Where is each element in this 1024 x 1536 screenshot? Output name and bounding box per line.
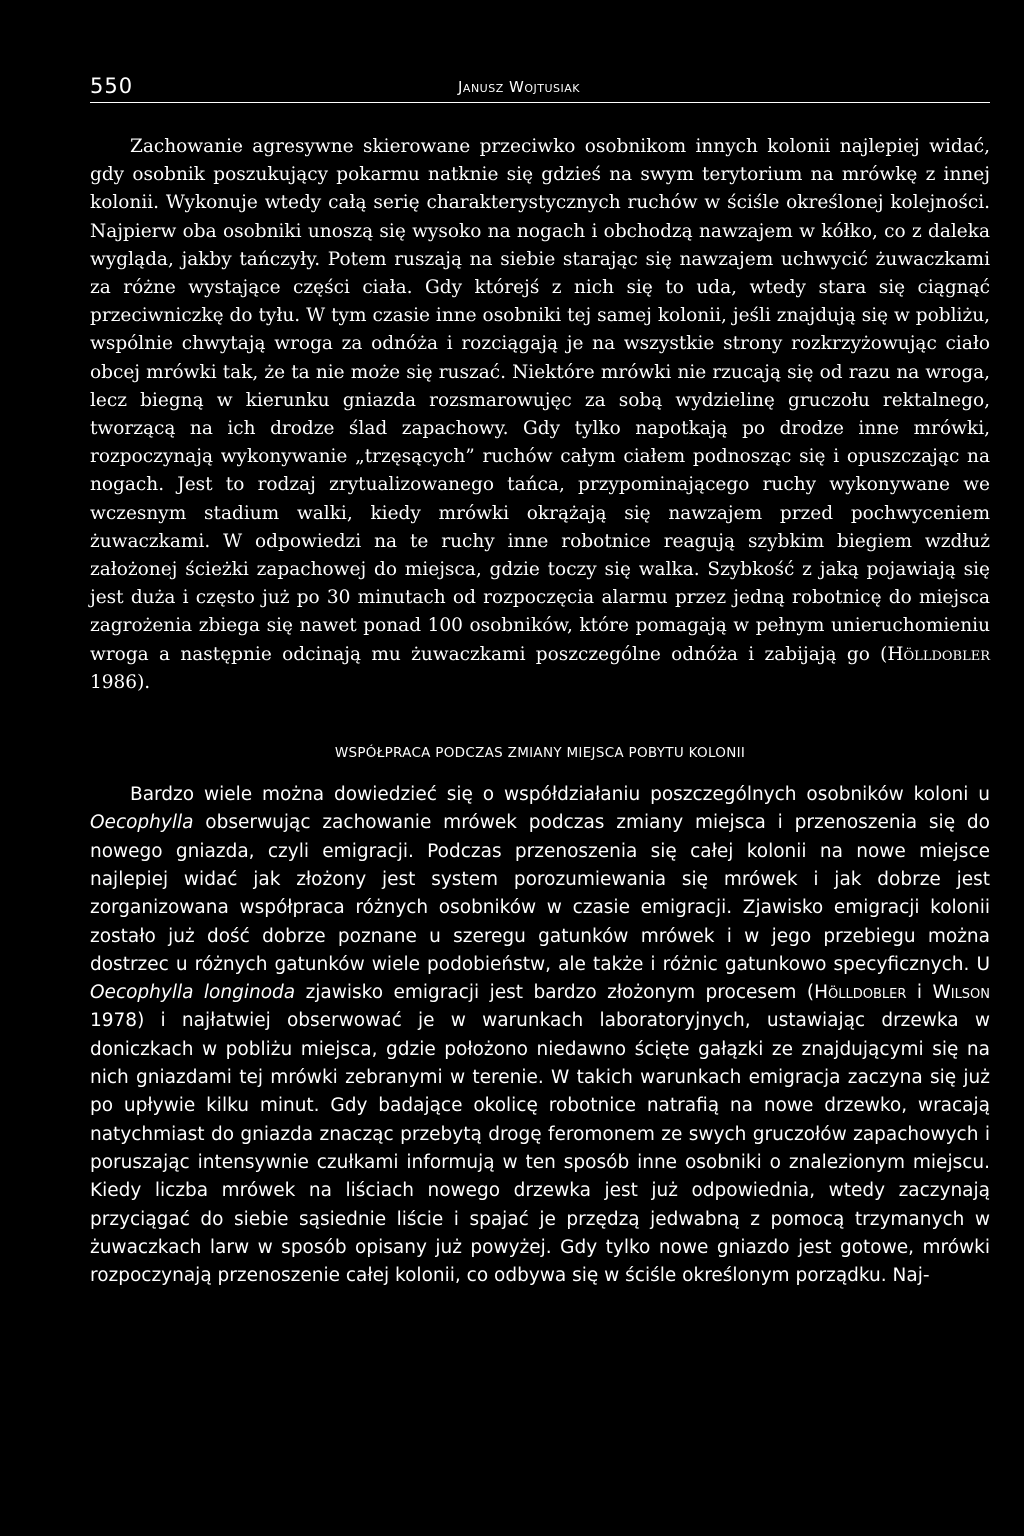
paragraph-aggressive-behaviour [90, 133, 990, 697]
paragraph-2-part-4: i [906, 982, 933, 1004]
page-header [90, 70, 990, 103]
genus-name: Oecophylla [90, 812, 194, 834]
citation-author: Hölldobler [887, 643, 990, 665]
paragraph-2-part-3: zjawisko emigracji jest bardzo złożonym procesem ( [295, 982, 815, 1004]
species-name: Oecophylla longinoda [90, 982, 296, 1004]
running-head-author: Janusz Wojtusiak [458, 78, 580, 96]
citation-author-2: Wilson [932, 982, 991, 1004]
section-heading: WSPÓŁPRACA PODCZAS ZMIANY MIEJSCA POBYTU KOLONII [334, 745, 746, 762]
page-number: 550 [90, 74, 134, 98]
citation-year: 1986). [90, 671, 151, 693]
paragraph-2-part-2: obserwując zachowanie mrówek podczas zmiany miejsca i przenoszenia się do nowego gniazda, czyli emigracji. Podczas przenoszenia się całej kolonii na nowe miejsce najlepiej widać jak złożony jest system porozumiewania się mrówek i jak dobrze jest zorganizowana współpraca różnych osobników w czasie emigracji. Zjawisko emigracji kolonii zostało już dość dobrze poznane u szeregu gatunków mrówek i w jego przebiegu można dostrzec u różnych gatunków wiele podobieństw, ale także i różnic gatunkowo specyficznych. U [90, 812, 990, 975]
book-page [90, 70, 990, 1290]
paragraph-2-part-5: 1978) i najłatwiej obserwować je w warunkach laboratoryjnych, ustawiając drzewka w doniczkach w pobliżu miejsca, gdzie położono niedawno ścięte gałązki ze znajdującymi się na nich gniazdami tej mrówki zebranymi w terenie. W takich warunkach emigracja zaczyna się już po upływie kilku minut. Gdy badające okolicę robotnice natrafią na nowe drzewko, wracają natychmiast do gniazda znacząc przebytą drogę feromonem ze swych gruczołów zapachowych i poruszając intensywnie czułkami informują w ten sposób inne osobniki o znalezionym miejscu. Kiedy liczba mrówek na liściach nowego drzewka jest już odpowiednia, wtedy zaczynają przyciągać do siebie sąsiednie liście i spajać je przędzą jedwabną z pomocą trzymanych w żuwaczkach larw w sposób opisany już powyżej. Gdy tylko nowe gniazdo jest gotowe, mrówki rozpoczynają przenoszenie całej kolonii, co odbywa się w ściśle określonym porządku. Naj- [90, 1010, 990, 1287]
paragraph-colony-emigration [90, 781, 990, 1290]
paragraph-2-part-1: Bardzo wiele można dowiedzieć się o współdziałaniu poszczególnych osobników koloni u [130, 784, 990, 806]
paragraph-1-text: Zachowanie agresywne skierowane przeciwko osobnikom innych kolonii najlepiej widać, gdy osobnik poszukujący pokarmu natknie się gdzieś na swym terytorium na mrówkę z innej kolonii. Wykonuje wtedy całą serię charakterystycznych ruchów w ściśle określonej kolejności. Najpierw oba osobniki unoszą się wysoko na nogach i obchodzą nawzajem w kółko, co z daleka wygląda, jakby tańczyły. Potem ruszają na siebie starając się nawzajem uchwycić żuwaczkami za różne wystające części ciała. Gdy którejś z nich się to uda, wtedy stara się ciągnąć przeciwniczkę do tyłu. W tym czasie inne osobniki tej samej kolonii, jeśli znajdują się w pobliżu, wspólnie chwytają wroga za odnóża i rozciągają je na wszystkie strony rozkrzyżowując ciało obcej mrówki tak, że ta nie może się ruszać. Niektóre mrówki nie rzucają się od razu na wroga, lecz biegną w kierunku gniazda rozsmarowujęc za sobą wydzielinę gruczołu rektalnego, tworzącą na ich drodze ślad zapachowy. Gdy tylko napotkają po drodze inne mrówki, rozpoczynają wykonywanie „trzęsących” ruchów całym ciałem podnosząc się i opuszczając na nogach. Jest to rodzaj zrytualizowanego tańca, przypominającego ruchy wykonywane we wczesnym stadium walki, kiedy mrówki okrążają się nawzajem przed pochwyceniem żuwaczkami. W odpowiedzi na te ruchy inne robotnice reagują szybkim biegiem wzdłuż założonej ścieżki zapachowej do miejsca, gdzie toczy się walka. Szybkość z jaką pojawiają się jest duża i często już po 30 minutach od rozpoczęcia alarmu przez jedną robotnicę do miejsca zagrożenia zbiega się nawet ponad 100 osobników, które pomagają w pełnym unieruchomieniu wroga a następnie odcinają mu żuwaczkami poszczególne odnóża i zabijają go ( [90, 136, 990, 665]
citation-author-1: Hölldobler [814, 982, 907, 1004]
